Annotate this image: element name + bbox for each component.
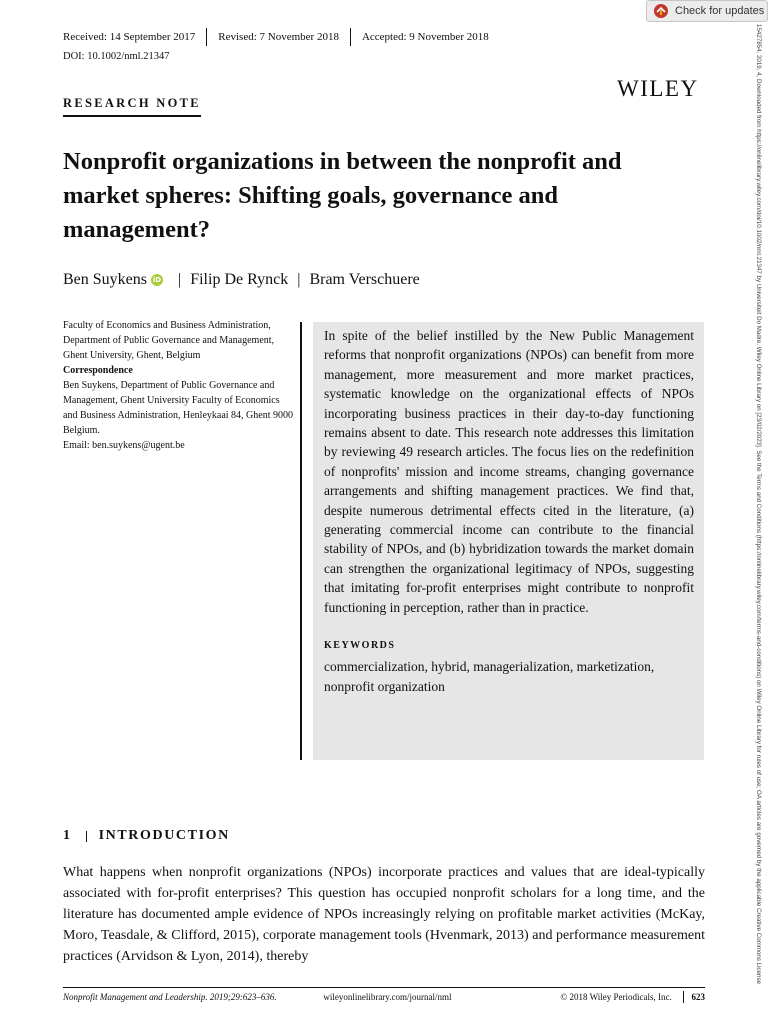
journal-citation: Nonprofit Management and Leadership. 2019;29:623–636. xyxy=(63,992,277,1002)
affiliation-institution: Faculty of Economics and Business Administration, Department of Public Governance and Management, Ghent University, Ghent, Belgium xyxy=(63,320,275,361)
page-number: 623 xyxy=(691,992,705,1002)
keywords-heading: KEYWORDS xyxy=(324,640,396,652)
abstract-box xyxy=(313,322,704,760)
author-name[interactable]: Filip De Rynck xyxy=(190,271,289,288)
download-notice-sidebar xyxy=(755,24,767,1014)
article-dates xyxy=(63,28,500,46)
received-date: Received: 14 September 2017 xyxy=(63,31,196,43)
check-updates-label: Check for updates xyxy=(675,5,765,17)
doi[interactable]: DOI: 10.1002/nml.21347 xyxy=(63,51,170,62)
page-footer xyxy=(63,987,705,1003)
revised-date: Revised: 7 November 2018 xyxy=(218,31,339,43)
author-name[interactable]: Bram Verschuere xyxy=(309,271,420,288)
article-type: RESEARCH NOTE xyxy=(63,96,201,117)
correspondence-heading: Correspondence xyxy=(63,365,133,376)
column-divider xyxy=(300,322,302,760)
introduction-paragraph: What happens when nonprofit organizations (NPOs) incorporate practices and values that are ideal-typically associated with for-profit enterprises? This question has occupied nonprofit scholars for a long time, and the literature has documented ample evidence of NPOs increasingly relying on profitable market activities (McKay, Moro, Teasdale, & Clifford, 2015), corporate management tools (Hvenmark, 2013) and performance measurement practices (Arvidson & Lyon, 2014), thereby xyxy=(63,865,705,964)
check-for-updates-button[interactable] xyxy=(646,0,768,22)
author-name[interactable]: Ben Suykens xyxy=(63,271,147,288)
copyright: © 2018 Wiley Periodicals, Inc. xyxy=(560,992,672,1002)
author-separator: | xyxy=(297,271,301,288)
article-title: Nonprofit organizations in between the nonprofit and market spheres: Shifting goals, governance and management? xyxy=(63,148,622,243)
journal-url[interactable]: wileyonlinelibrary.com/journal/nml xyxy=(323,992,452,1002)
footer-separator xyxy=(683,991,684,1003)
accepted-date: Accepted: 9 November 2018 xyxy=(361,31,489,43)
correspondence-address: Ben Suykens, Department of Public Governance and Management, Ghent University Faculty of Economics and Business Administration, Henleykaai 84, Ghent 9000 Belgium. xyxy=(63,380,293,436)
section-title: INTRODUCTION xyxy=(98,828,230,843)
orcid-icon[interactable]: iD xyxy=(152,276,162,284)
affiliation-block xyxy=(63,318,293,453)
author-list xyxy=(63,271,420,289)
abstract-text: In spite of the belief instilled by the New Public Management reforms that nonprofit organizations (NPOs) can benefit from more management, more measurement and more market practices, systematic knowledge on the organizational effects of NPOs incorporating business practices in their day-to-day functioning remains absent to date. This research note addresses this limitation by reviewing 49 research articles. The focus lies on the redefinition of nonprofits' mission and income streams, changing governance arrangements and shifting management practices. We find that, despite numerous detrimental effects cited in the literature, (a) generating commercial income can contribute to the financial stability of NPOs, and (b) hybridization towards the market domain can strengthen the organizational legitimacy of NPOs, suggesting that imitating for-profit enterprises might contribute to nonprofit functioning in perception, rather than in practice. xyxy=(324,328,694,615)
author-separator: | xyxy=(178,271,182,288)
keywords-list: commercialization, hybrid, managerialization, marketization, nonprofit organization xyxy=(324,659,655,695)
correspondence-email[interactable]: Email: ben.suykens@ugent.be xyxy=(63,440,185,451)
section-separator xyxy=(86,831,87,842)
section-number: 1 xyxy=(63,828,72,843)
check-updates-icon xyxy=(653,3,669,19)
section-heading xyxy=(63,828,230,844)
publisher-logo: WILEY xyxy=(617,76,699,101)
download-notice-text: 15427854, 2019, 4, Downloaded from https://onlinelibrary.wiley.com/doi/10.1002/nml.21347 by Universiteit Do Madre, Wiley Online Library on [23/02/2023]. See the Terms and Conditions (https://onlinelibrary.wiley.com/terms-and-conditions) on Wiley Online Library for rules of use; OA articles are governed by the applicable Creative Commons License xyxy=(755,24,762,984)
